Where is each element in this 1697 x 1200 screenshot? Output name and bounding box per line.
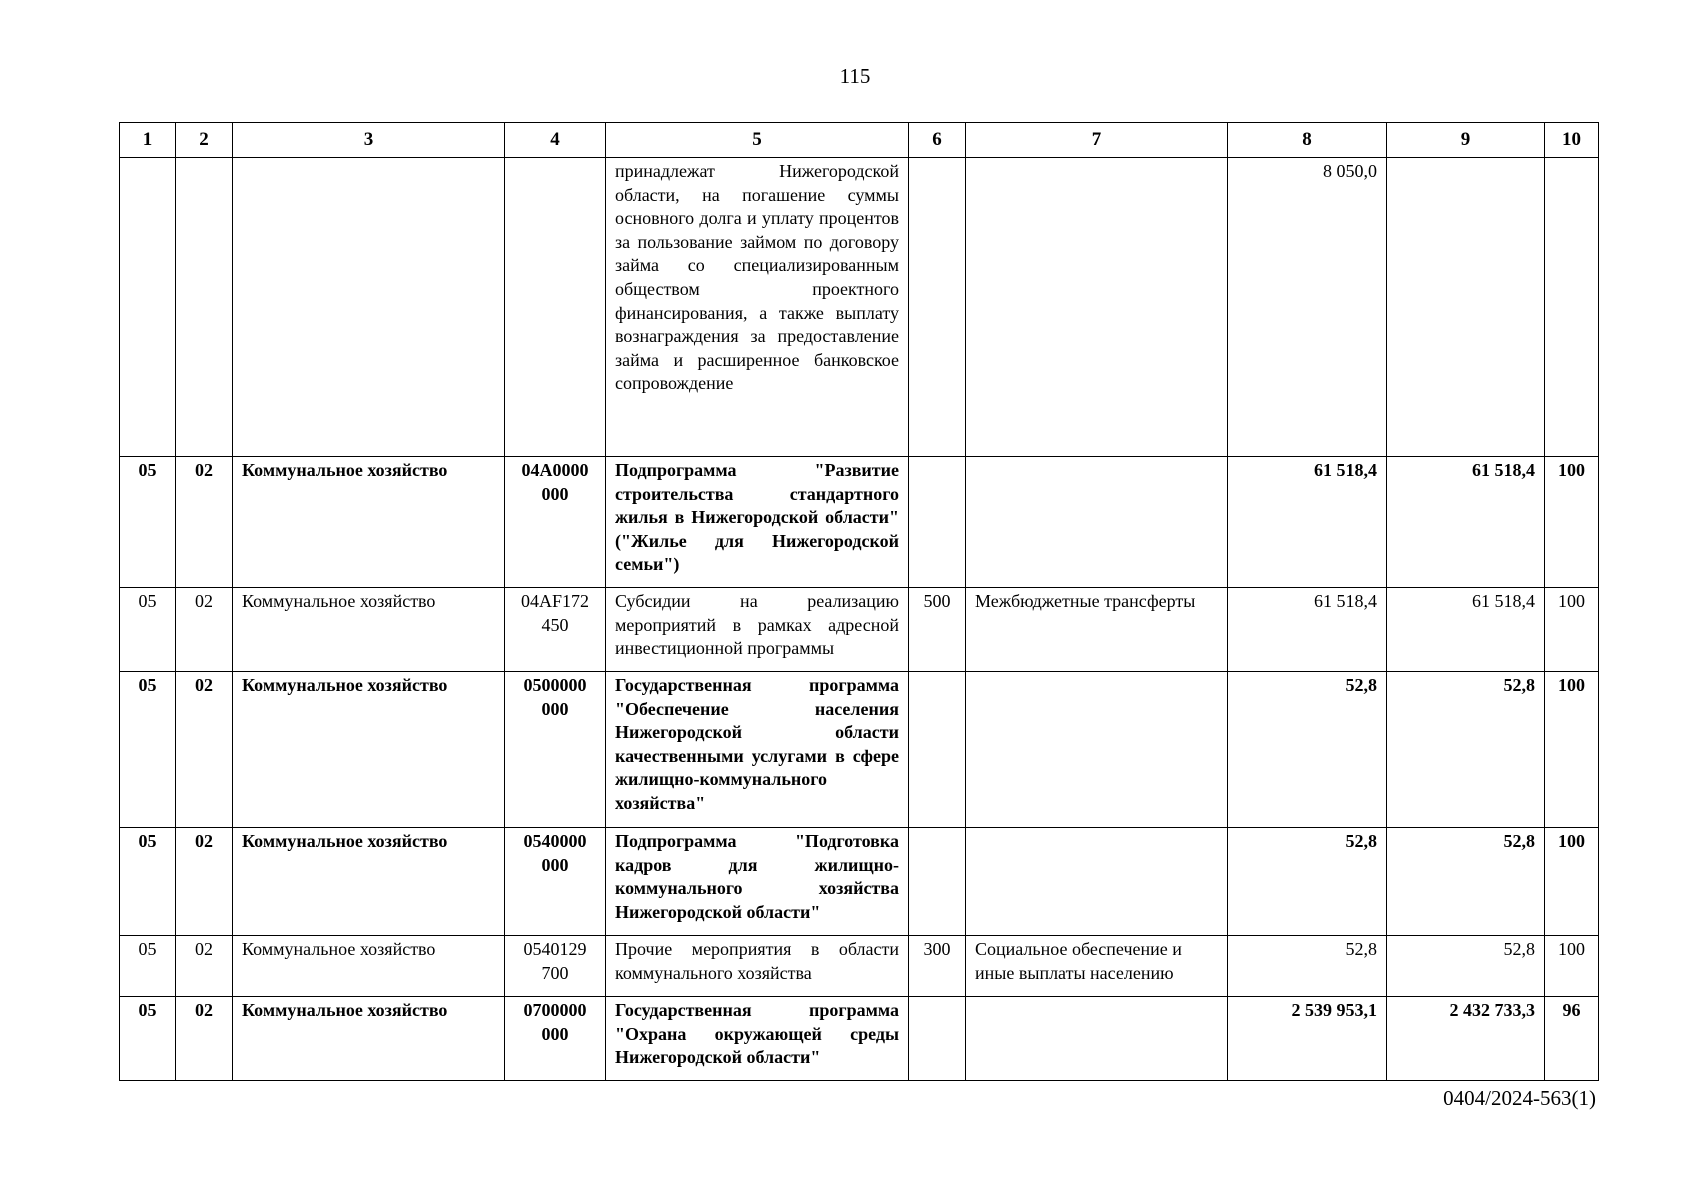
actual-amount-cell: 52,8 [1387,672,1545,828]
document-code: 0404/2024-563(1) [1443,1086,1596,1110]
section-name-cell: Коммунальное хозяйство [233,588,505,672]
subsection-cell: 02 [176,672,233,828]
expense-type-name-cell [966,997,1228,1081]
planned-amount-cell: 61 518,4 [1228,588,1387,672]
percent-cell: 100 [1545,828,1599,936]
column-header: 4 [505,123,606,158]
table-row [120,936,1599,997]
column-header: 7 [966,123,1228,158]
section-name-cell: Коммунальное хозяйство [233,672,505,828]
table-row [120,158,1599,457]
expense-type-name-cell [966,672,1228,828]
budget-table [119,122,1599,1081]
actual-amount-cell [1387,158,1545,457]
actual-amount-cell: 61 518,4 [1387,457,1545,588]
column-header: 9 [1387,123,1545,158]
section-name-cell: Коммунальное хозяйство [233,936,505,997]
target-code-cell [505,158,606,457]
section-cell: 05 [120,588,176,672]
expense-type-cell [909,158,966,457]
actual-amount-cell: 2 432 733,3 [1387,997,1545,1081]
column-header: 1 [120,123,176,158]
page-number: 115 [839,64,871,88]
description-cell: Прочие мероприятия в области коммунального хозяйства [606,936,909,997]
table-row [120,588,1599,672]
expense-type-cell [909,672,966,828]
description-cell: Подпрограмма "Подготовка кадров для жилищно-коммунального хозяйства Нижегородской области" [606,828,909,936]
column-header: 6 [909,123,966,158]
planned-amount-cell: 52,8 [1228,672,1387,828]
table-row [120,457,1599,588]
column-header: 3 [233,123,505,158]
expense-type-name-cell: Социальное обеспечение и иные выплаты населению [966,936,1228,997]
percent-cell: 96 [1545,997,1599,1081]
actual-amount-cell: 61 518,4 [1387,588,1545,672]
percent-cell: 100 [1545,672,1599,828]
actual-amount-cell: 52,8 [1387,936,1545,997]
expense-type-name-cell [966,158,1228,457]
subsection-cell: 02 [176,588,233,672]
section-cell: 05 [120,457,176,588]
description-cell: Субсидии на реализацию мероприятий в рамках адресной инвестиционной программы [606,588,909,672]
section-name-cell: Коммунальное хозяйство [233,828,505,936]
percent-cell: 100 [1545,588,1599,672]
section-cell [120,158,176,457]
subsection-cell: 02 [176,997,233,1081]
planned-amount-cell: 2 539 953,1 [1228,997,1387,1081]
planned-amount-cell: 52,8 [1228,828,1387,936]
column-header: 10 [1545,123,1599,158]
section-name-cell [233,158,505,457]
percent-cell [1545,158,1599,457]
actual-amount-cell: 52,8 [1387,828,1545,936]
subsection-cell [176,158,233,457]
section-cell: 05 [120,828,176,936]
subsection-cell: 02 [176,457,233,588]
expense-type-name-cell [966,457,1228,588]
table-row [120,997,1599,1081]
description-cell: принадлежат Нижегородской области, на погашение суммы основного долга и уплату процентов за пользование займом по договору займа со специализированным обществом проектного финансирования, а также выплату вознаграждения за предоставление займа и расширенное банковское сопровождение [606,158,909,457]
target-code-cell: 0700000 000 [505,997,606,1081]
target-code-cell: 04А0000 000 [505,457,606,588]
expense-type-name-cell [966,828,1228,936]
expense-type-name-cell: Межбюджетные трансферты [966,588,1228,672]
expense-type-cell: 300 [909,936,966,997]
expense-type-cell [909,828,966,936]
planned-amount-cell: 52,8 [1228,936,1387,997]
planned-amount-cell: 8 050,0 [1228,158,1387,457]
table-row [120,672,1599,828]
target-code-cell: 0540000 000 [505,828,606,936]
header-row [120,123,1599,158]
percent-cell: 100 [1545,457,1599,588]
section-cell: 05 [120,672,176,828]
percent-cell: 100 [1545,936,1599,997]
subsection-cell: 02 [176,936,233,997]
section-cell: 05 [120,936,176,997]
section-name-cell: Коммунальное хозяйство [233,997,505,1081]
expense-type-cell [909,457,966,588]
target-code-cell: 04АF172 450 [505,588,606,672]
target-code-cell: 0500000 000 [505,672,606,828]
column-header: 2 [176,123,233,158]
description-cell: Подпрограмма "Развитие строительства стандартного жилья в Нижегородской области" ("Жилье для Нижегородской семьи") [606,457,909,588]
section-cell: 05 [120,997,176,1081]
description-cell: Государственная программа "Охрана окружающей среды Нижегородской области" [606,997,909,1081]
description-cell: Государственная программа "Обеспечение населения Нижегородской области качественными услугами в сфере жилищно-коммунального хозяйства" [606,672,909,828]
column-header: 5 [606,123,909,158]
planned-amount-cell: 61 518,4 [1228,457,1387,588]
expense-type-cell: 500 [909,588,966,672]
expense-type-cell [909,997,966,1081]
table-row [120,828,1599,936]
target-code-cell: 0540129 700 [505,936,606,997]
column-header: 8 [1228,123,1387,158]
section-name-cell: Коммунальное хозяйство [233,457,505,588]
subsection-cell: 02 [176,828,233,936]
